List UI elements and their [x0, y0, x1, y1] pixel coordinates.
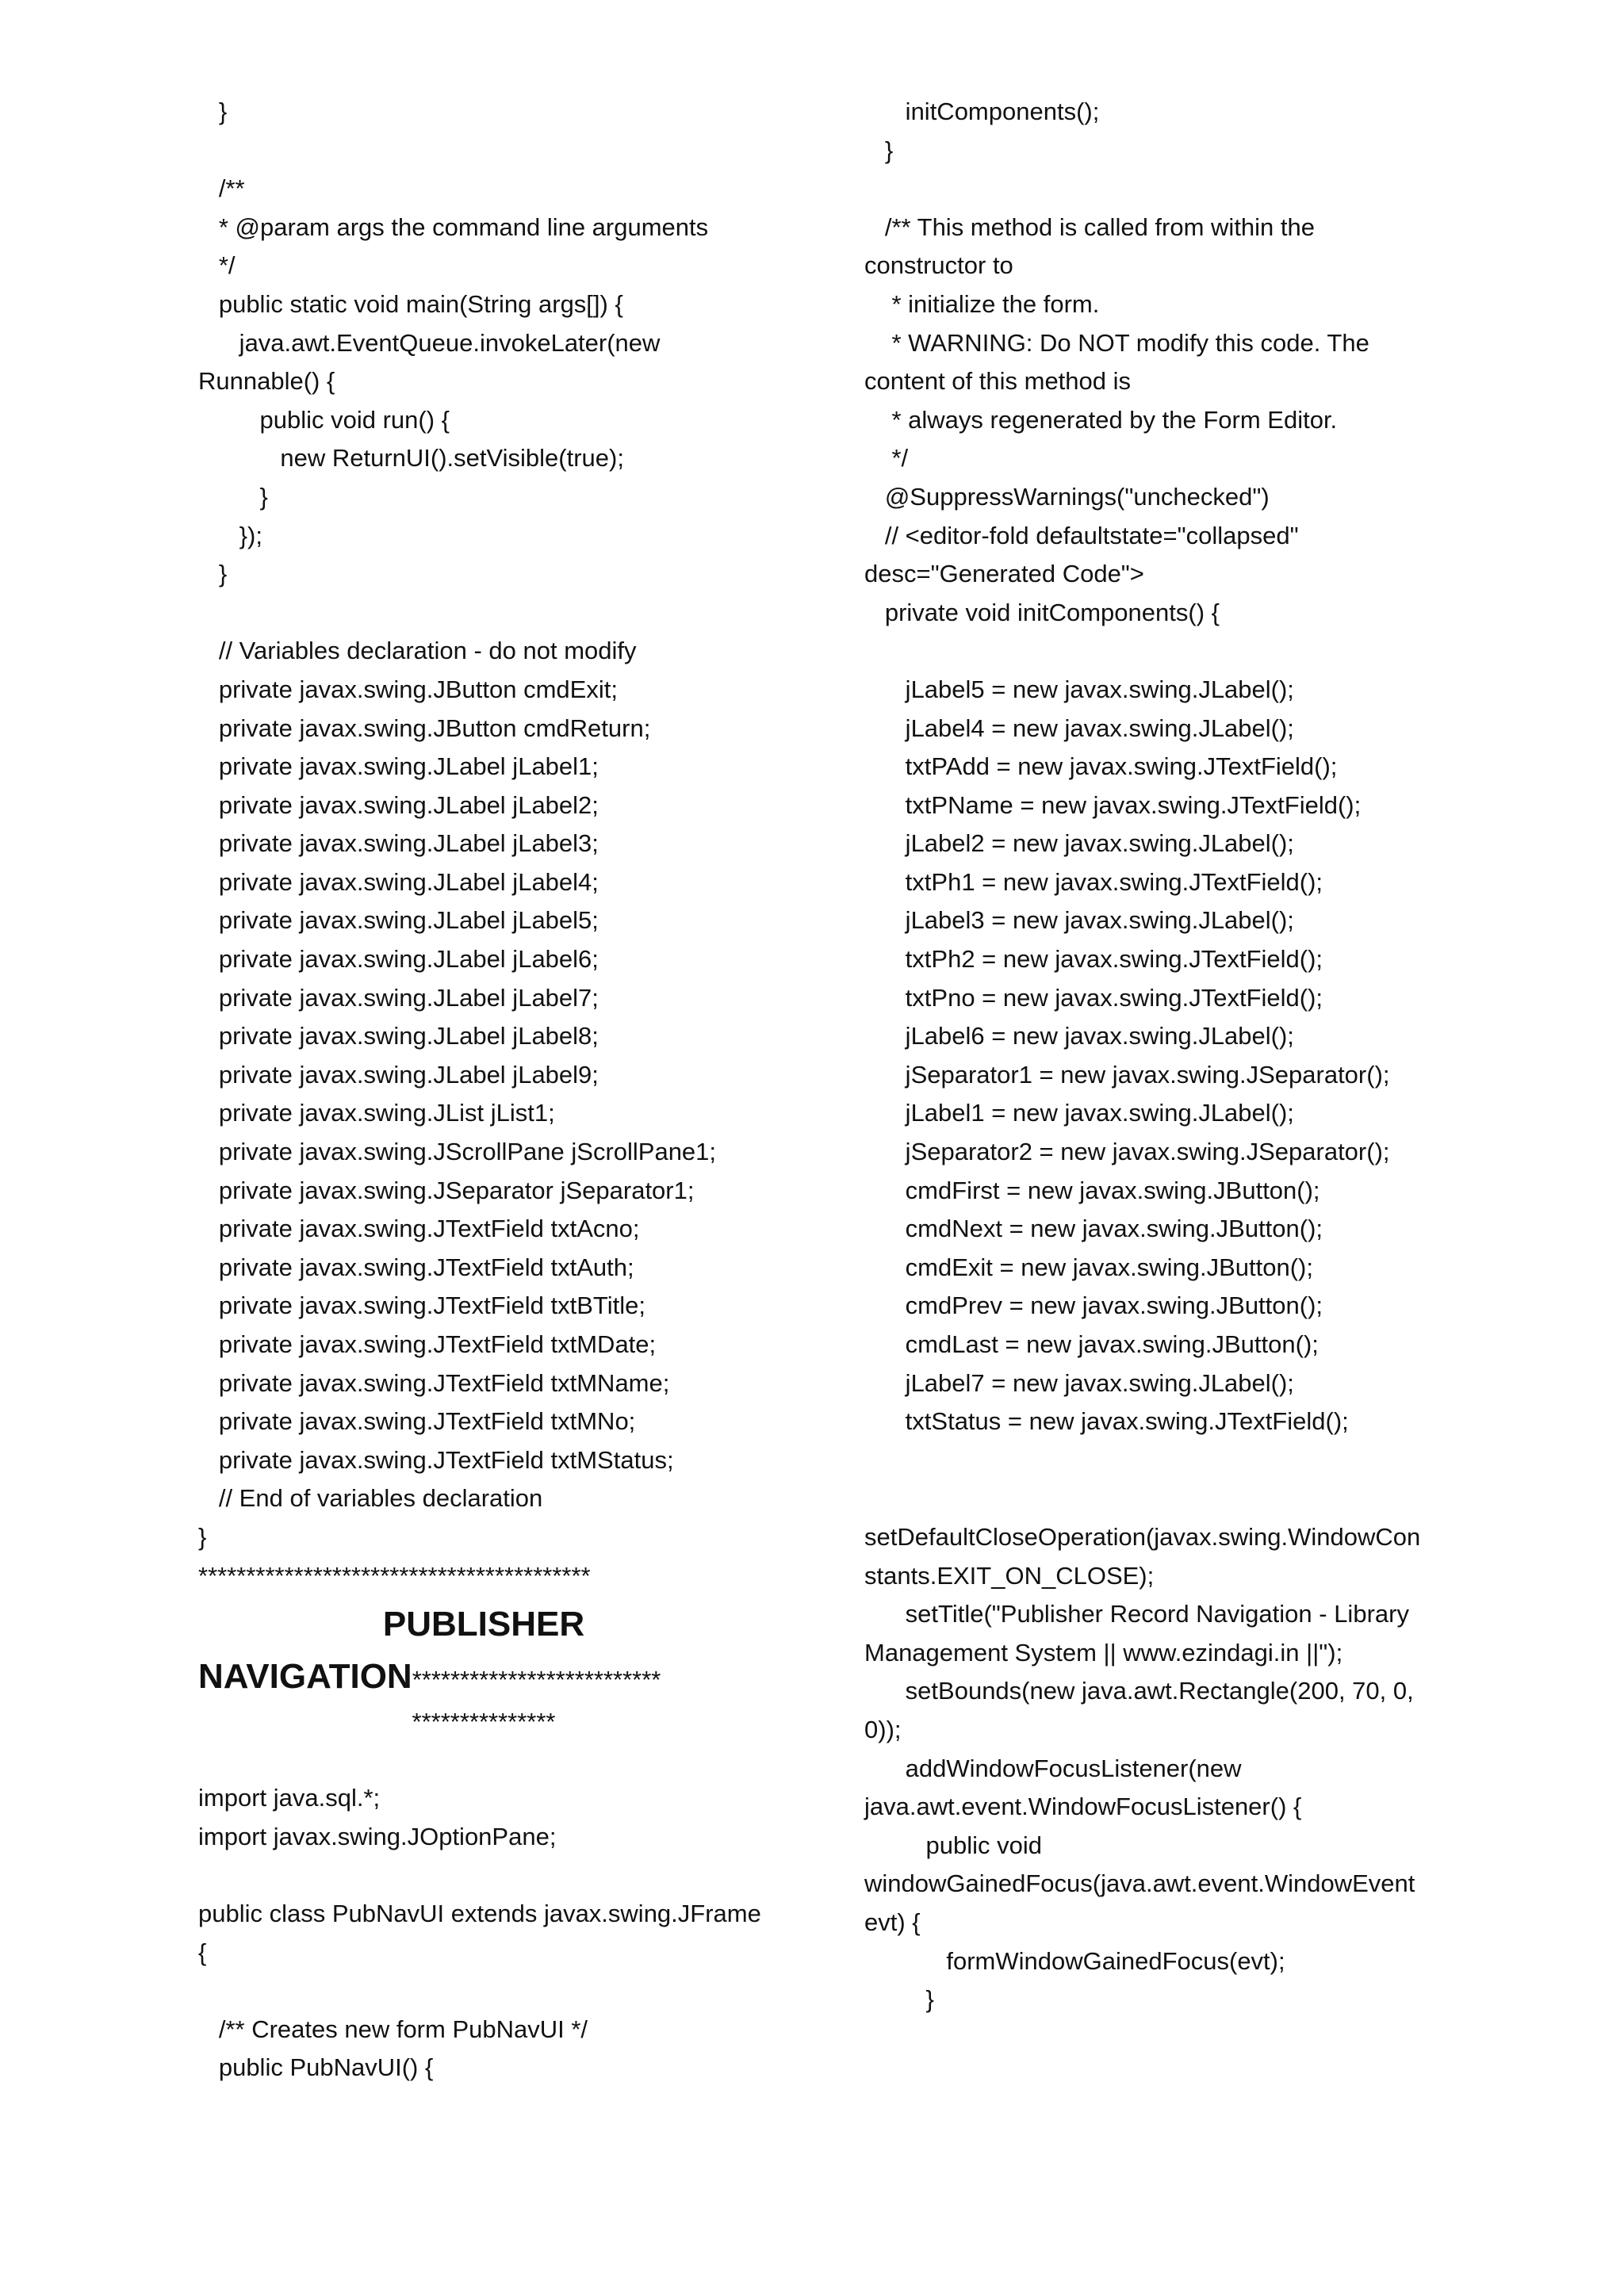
- code-line: stants.EXIT_ON_CLOSE);: [864, 1561, 1155, 1590]
- code-line: * always regenerated by the Form Editor.: [864, 405, 1338, 434]
- code-line: txtPName = new javax.swing.JTextField();: [864, 790, 1362, 819]
- section-heading-publisher: PUBLISHER: [382, 1604, 585, 1644]
- code-line: jSeparator2 = new javax.swing.JSeparator();: [864, 1138, 1390, 1166]
- heading-line-navigation: [198, 1651, 769, 1703]
- code-line: [198, 1856, 769, 1895]
- code-line: cmdExit = new javax.swing.JButton();: [864, 1253, 1313, 1281]
- left-code-block-after: [198, 1741, 769, 2087]
- code-line: }: [864, 136, 894, 164]
- right-column: [864, 93, 1443, 2019]
- code-line: private javax.swing.JTextField txtAcno;: [198, 1215, 640, 1243]
- code-line: private javax.swing.JTextField txtBTitle;: [198, 1292, 645, 1320]
- code-line: private javax.swing.JButton cmdReturn;: [198, 714, 651, 742]
- code-line: jLabel7 = new javax.swing.JLabel();: [864, 1368, 1294, 1397]
- code-line: private javax.swing.JLabel jLabel3;: [198, 829, 599, 858]
- code-line: /** Creates new form PubNavUI */: [198, 2015, 588, 2043]
- code-line: // <editor-fold defaultstate="collapsed": [864, 521, 1299, 549]
- code-line: [864, 1441, 1443, 1480]
- code-line: jLabel4 = new javax.swing.JLabel();: [864, 714, 1294, 742]
- code-line: private javax.swing.JLabel jLabel8;: [198, 1022, 599, 1050]
- code-line: cmdFirst = new javax.swing.JButton();: [864, 1176, 1320, 1204]
- code-line: Management System || www.ezindagi.in ||");: [864, 1638, 1343, 1667]
- code-line: txtPno = new javax.swing.JTextField();: [864, 983, 1323, 1012]
- code-line: desc="Generated Code">: [864, 560, 1144, 588]
- code-line: private javax.swing.JLabel jLabel7;: [198, 983, 599, 1012]
- code-line: import javax.swing.JOptionPane;: [198, 1822, 557, 1850]
- code-line: private javax.swing.JLabel jLabel1;: [198, 752, 599, 781]
- section-heading-navigation: NAVIGATION: [198, 1656, 412, 1696]
- stars-separator-top: *****************************************: [198, 1561, 591, 1590]
- code-line: cmdLast = new javax.swing.JButton();: [864, 1330, 1319, 1358]
- code-line: formWindowGainedFocus(evt);: [864, 1946, 1285, 1975]
- code-line: jLabel3 = new javax.swing.JLabel();: [864, 906, 1294, 935]
- code-line: [864, 170, 1443, 209]
- code-line: }: [198, 1522, 207, 1551]
- code-line: [198, 1972, 769, 2011]
- code-line: }: [198, 482, 268, 511]
- code-line: private javax.swing.JScrollPane jScrollPane1;: [198, 1138, 717, 1166]
- code-line: txtStatus = new javax.swing.JTextField();: [864, 1407, 1349, 1436]
- code-line: * initialize the form.: [864, 289, 1100, 318]
- code-line: private javax.swing.JTextField txtMName;: [198, 1368, 670, 1397]
- code-line: public PubNavUI() {: [198, 2053, 434, 2082]
- code-line: private javax.swing.JSeparator jSeparator1;: [198, 1176, 695, 1204]
- code-line: public static void main(String args[]) {: [198, 289, 623, 318]
- code-line: 0));: [864, 1715, 902, 1743]
- code-line: jLabel2 = new javax.swing.JLabel();: [864, 829, 1294, 858]
- code-line: [198, 1741, 769, 1780]
- code-line: // Variables declaration - do not modify: [198, 637, 637, 665]
- code-line: initComponents();: [864, 98, 1100, 125]
- code-line: private javax.swing.JButton cmdExit;: [198, 675, 618, 703]
- code-line: private javax.swing.JLabel jLabel5;: [198, 906, 599, 935]
- code-line: private javax.swing.JLabel jLabel4;: [198, 867, 599, 896]
- code-line: java.awt.event.WindowFocusListener() {: [864, 1793, 1302, 1821]
- right-code-block: [864, 93, 1443, 2019]
- code-line: jLabel6 = new javax.swing.JLabel();: [864, 1022, 1294, 1050]
- code-line: cmdPrev = new javax.swing.JButton();: [864, 1292, 1323, 1320]
- code-line: evt) {: [864, 1908, 921, 1936]
- code-line: /** This method is called from within the: [864, 212, 1316, 241]
- code-line: [198, 594, 769, 633]
- code-line: [864, 1479, 1443, 1518]
- code-line: private javax.swing.JTextField txtAuth;: [198, 1253, 634, 1281]
- code-line: txtPh1 = new javax.swing.JTextField();: [864, 867, 1323, 896]
- code-line: });: [198, 521, 262, 549]
- code-line: constructor to: [864, 251, 1013, 280]
- code-line: * WARNING: Do NOT modify this code. The: [864, 328, 1369, 357]
- code-line: public void: [864, 1831, 1042, 1859]
- code-line: jLabel5 = new javax.swing.JLabel();: [864, 675, 1294, 703]
- code-line: content of this method is: [864, 367, 1132, 396]
- code-line: setDefaultCloseOperation(javax.swing.WindowCon: [864, 1522, 1421, 1551]
- code-line: jSeparator1 = new javax.swing.JSeparator();: [864, 1060, 1390, 1089]
- code-line: addWindowFocusListener(new: [864, 1754, 1242, 1782]
- code-line: setTitle("Publisher Record Navigation - Library: [864, 1600, 1409, 1628]
- code-line: new ReturnUI().setVisible(true);: [198, 444, 624, 473]
- code-line: [864, 632, 1443, 671]
- code-line: /**: [198, 174, 245, 203]
- code-line: [198, 132, 769, 170]
- code-line: */: [864, 444, 909, 473]
- left-column: [198, 93, 769, 2087]
- code-line: {: [198, 1938, 207, 1966]
- code-line: txtPAdd = new javax.swing.JTextField();: [864, 752, 1338, 781]
- stars-inline: **************************: [412, 1665, 661, 1693]
- code-line: private javax.swing.JLabel jLabel6;: [198, 945, 599, 974]
- code-line: windowGainedFocus(java.awt.event.WindowEvent: [864, 1869, 1415, 1898]
- code-line: }: [198, 560, 228, 588]
- code-line: private javax.swing.JList jList1;: [198, 1099, 555, 1127]
- code-line: jLabel1 = new javax.swing.JLabel();: [864, 1099, 1294, 1127]
- code-line: * @param args the command line arguments: [198, 212, 709, 241]
- code-line: private javax.swing.JTextField txtMNo;: [198, 1407, 636, 1436]
- stars-separator-bottom: ***************: [412, 1707, 556, 1735]
- code-line: java.awt.EventQueue.invokeLater(new: [198, 328, 661, 357]
- left-code-block: [198, 93, 769, 1557]
- code-line: }: [198, 98, 228, 125]
- code-line: setBounds(new java.awt.Rectangle(200, 70, 0,: [864, 1677, 1414, 1705]
- code-line: @SuppressWarnings("unchecked"): [864, 482, 1270, 511]
- code-line: // End of variables declaration: [198, 1484, 543, 1513]
- code-line: private void initComponents() {: [864, 598, 1220, 626]
- code-line: private javax.swing.JTextField txtMDate;: [198, 1330, 657, 1358]
- code-line: Runnable() {: [198, 367, 335, 396]
- code-line: public void run() {: [198, 405, 450, 434]
- code-line: }: [864, 1985, 934, 2014]
- code-line: private javax.swing.JTextField txtMStatus;: [198, 1445, 674, 1474]
- code-line: */: [198, 251, 236, 280]
- code-line: private javax.swing.JLabel jLabel9;: [198, 1060, 599, 1089]
- code-line: txtPh2 = new javax.swing.JTextField();: [864, 945, 1323, 974]
- code-line: public class PubNavUI extends javax.swing.JFrame: [198, 1899, 761, 1927]
- code-line: import java.sql.*;: [198, 1784, 381, 1812]
- code-line: cmdNext = new javax.swing.JButton();: [864, 1215, 1323, 1243]
- code-line: private javax.swing.JLabel jLabel2;: [198, 790, 599, 819]
